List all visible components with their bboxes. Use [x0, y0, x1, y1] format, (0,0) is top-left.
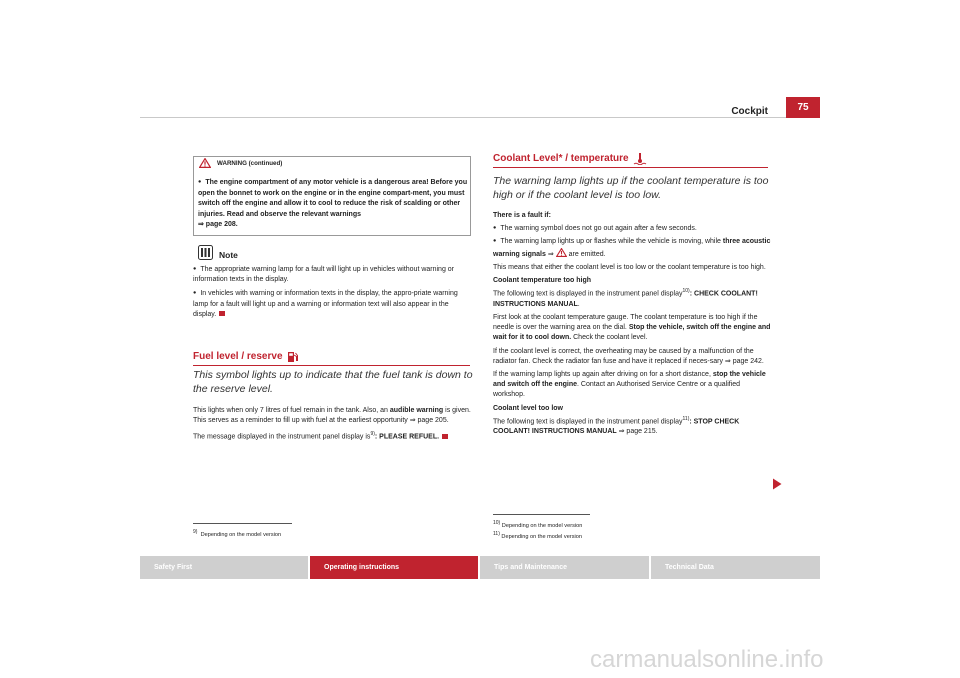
note-label: Note [219, 250, 238, 260]
footnote-11 [493, 530, 582, 541]
footnote-rule [493, 514, 590, 515]
warning-page-ref[interactable]: ⇒ page 208. [198, 221, 238, 228]
note-item [193, 288, 471, 320]
note-item: ● The appropriate warning lamp for a fault will light up in vehicles without warning or information texts in the display. [193, 264, 471, 285]
nav-tab-safety-first[interactable]: Safety First [140, 556, 308, 579]
nav-tab-tips-maintenance[interactable]: Tips and Maintenance [480, 556, 649, 579]
coolant-paragraph: If the coolant level is correct, the overheating may be caused by a malfunction of the radiator fan. Check the radiator fan fuse and have it replaced if neces-sary ⇒ page 242. [493, 347, 764, 365]
page-title: Cockpit [731, 106, 768, 117]
footnote-list [493, 519, 582, 541]
fuel-heading-rule [193, 365, 470, 366]
fuel-p1-end: is given. This serves as a reminder to fill up with fuel at the earliest opportunity ⇒ page 205. [193, 407, 471, 425]
fault-bullet-text: ● The warning lamp lights up or flashes while the vehicle is moving, while [493, 238, 721, 245]
warning-triangle-icon[interactable] [556, 248, 567, 257]
footnote-mark: 9) [193, 529, 198, 535]
section-end-marker [442, 434, 448, 439]
footnote-10 [493, 519, 582, 530]
low-display-message: : STOP CHECK COOLANT! INSTRUCTIONS MANUAL [493, 418, 740, 436]
footnote-ref[interactable]: 11) [682, 415, 690, 422]
temp-period: . [577, 300, 580, 308]
footnote-ref[interactable]: 10) [682, 288, 690, 295]
fault-label: There is a fault if: [493, 212, 551, 219]
p3-text: First look at the coolant temperature gauge. The coolant temperature is too high if the needle is over the warning area on the dial. [493, 313, 758, 332]
coolant-paragraph [493, 313, 771, 344]
fuel-paragraph-2 [193, 429, 471, 443]
watermark: carmanualsonline.info [590, 646, 824, 673]
warning-heading [199, 158, 282, 168]
page-number-badge: 75 [786, 97, 820, 118]
note-heading [198, 245, 238, 260]
fuel-p1-text: This lights when only 7 litres of fuel remain in the tank. Also, an [193, 407, 388, 414]
next-page-arrow-icon[interactable] [772, 478, 782, 490]
fuel-body [193, 406, 471, 443]
fuel-heading-text: Fuel level / reserve [193, 351, 283, 362]
coolant-thermometer-icon [633, 152, 647, 165]
temp-subheading: Coolant temperature too high [493, 277, 591, 285]
fuel-intro: This symbol lights up to indicate that the fuel tank is down to the reserve level. [193, 369, 473, 395]
coolant-section-heading [493, 152, 647, 165]
coolant-heading-rule [493, 167, 768, 168]
fuel-pump-icon [287, 350, 299, 363]
fuel-p2-text: The message displayed in the instrument panel display is [193, 433, 371, 441]
stop-vehicle-instruction: Stop the vehicle, switch off the engine and wait for it to cool down. [493, 324, 771, 342]
footnote-text: Depending on the model version [501, 533, 582, 540]
note-icon [198, 245, 213, 260]
warning-heading-text: WARNING (continued) [217, 159, 283, 167]
section-end-marker [219, 311, 225, 316]
stop-engine-instruction: stop the vehicle and switch off the engine [493, 370, 766, 389]
header-rule [140, 117, 820, 118]
temp-text: The following text is displayed in the instrument panel display [493, 290, 683, 298]
fuel-audible-warning: audible warning [389, 407, 444, 414]
warning-body: ● The engine compartment of any motor vehicle is a dangerous area! Before you open the bonnet to work on the engine or in the engine compart-ment, you must switch off the engine and allow it to cool to reduce the risk of scalding or other injuries. Read and observe the relevant warnings [198, 179, 467, 218]
fault-bullet [493, 236, 771, 259]
footnote-9 [193, 528, 281, 539]
low-subheading: Coolant level too low [493, 404, 564, 412]
ref-arrow[interactable]: ⇒ [547, 250, 554, 258]
footnote-text: Depending on the model version [200, 531, 282, 538]
fuel-paragraph-1 [193, 406, 471, 426]
footnote-mark: 11) [493, 530, 500, 537]
coolant-heading-text: Coolant Level* / temperature [493, 153, 629, 164]
fault-bullet: ● The warning symbol does not go out again after a few seconds. [493, 223, 771, 234]
p5-end: . Contact an Authorised Service Centre or a qualified workshop. [493, 381, 741, 399]
coolant-paragraph: This means that either the coolant level is too low or the coolant temperature is too high. [493, 263, 766, 271]
p5-text: If the warning lamp lights up again after driving on for a short distance, [493, 370, 711, 378]
note-list [193, 264, 471, 320]
coolant-body [493, 211, 771, 438]
warning-triangle-icon [199, 158, 211, 168]
footnote-mark: 10) [493, 520, 501, 526]
p3-end: Check the coolant level. [573, 334, 648, 342]
nav-tab-technical-data[interactable]: Technical Data [651, 556, 820, 579]
coolant-paragraph [493, 286, 771, 310]
page-ref[interactable]: ⇒ page 215. [618, 428, 658, 436]
acoustic-signals: three acoustic warning signals [493, 238, 771, 258]
note-item-text: ● In vehicles with warning or information texts in the display, the appro-priate warning lamp for a fault will light up and a warning or information text will also appear in the display. [193, 290, 458, 317]
fuel-display-message: : PLEASE REFUEL. [374, 433, 440, 441]
coolant-paragraph [493, 414, 771, 438]
footnote-rule [193, 523, 292, 524]
coolant-intro: The warning lamp lights up if the coolant temperature is too high or if the coolant level is too low. [493, 175, 769, 201]
temp-display-message: : CHECK COOLANT! INSTRUCTIONS MANUAL [493, 290, 758, 308]
fault-bullet-end: are emitted. [568, 250, 606, 258]
warning-text [198, 177, 468, 231]
coolant-paragraph [493, 370, 771, 401]
fuel-section-heading [193, 350, 299, 363]
footnote-ref[interactable]: 9) [370, 431, 375, 438]
low-text: The following text is displayed in the instrument panel display [493, 418, 683, 426]
nav-tab-operating-instructions[interactable]: Operating instructions [310, 556, 478, 579]
footnote-text: Depending on the model version [501, 522, 583, 529]
